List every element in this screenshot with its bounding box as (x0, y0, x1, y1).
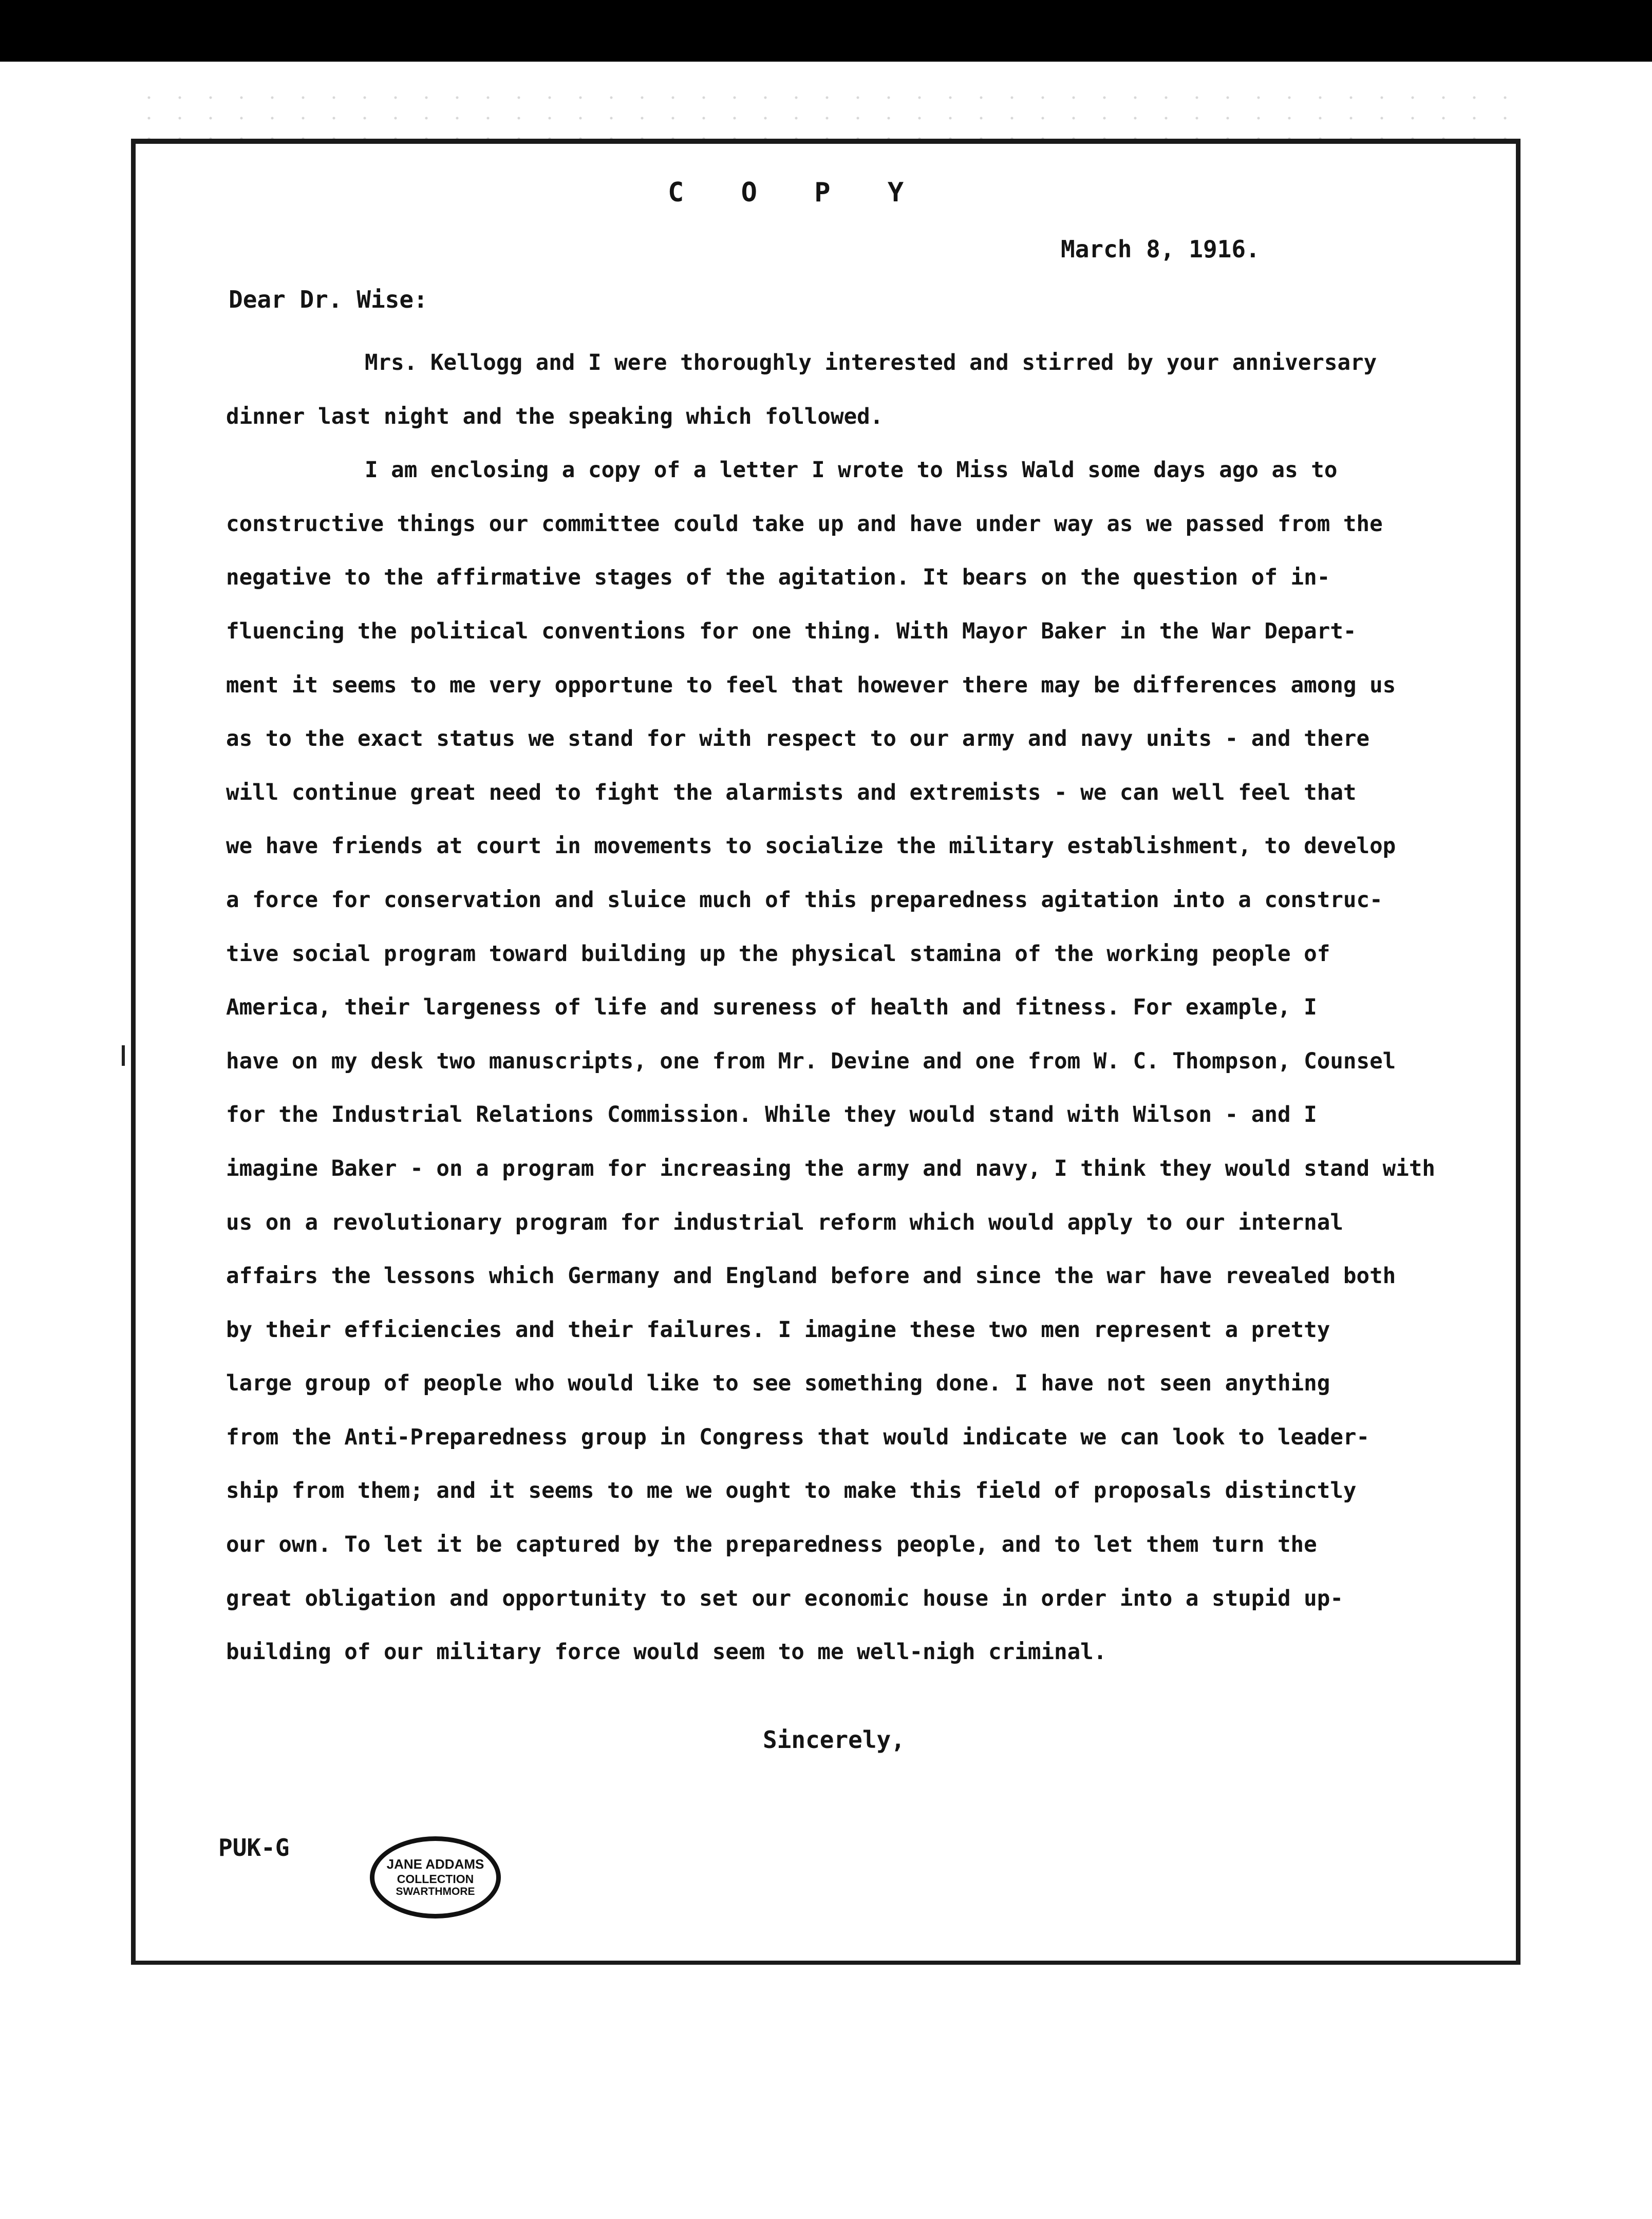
body-line: dinner last night and the speaking which followed. (226, 404, 884, 429)
body-line: as to the exact status we stand for with respect to our army and navy units - and there (226, 726, 1370, 752)
stamp-line: SWARTHMORE (396, 1886, 475, 1898)
margin-mark (122, 1045, 125, 1066)
body-line: large group of people who would like to see something done. I have not seen anything (226, 1371, 1330, 1397)
body-line: from the Anti-Preparedness group in Congress that would indicate we can look to leader- (226, 1424, 1370, 1450)
collection-stamp (370, 1836, 501, 1919)
body-line: Mrs. Kellogg and I were thoroughly interested and stirred by your anniversary (365, 350, 1377, 375)
stamp-line: JANE ADDAMS (386, 1856, 484, 1872)
body-line: fluencing the political conventions for one thing. With Mayor Baker in the War Depart- (226, 618, 1357, 644)
body-line: ment it seems to me very opportune to feel that however there may be differences among us (226, 672, 1396, 698)
body-line: imagine Baker - on a program for increasing the army and navy, I think they would stand with (226, 1156, 1436, 1181)
body-line: great obligation and opportunity to set our economic house in order into a stupid up- (226, 1586, 1343, 1611)
closing: Sincerely, (763, 1726, 905, 1754)
typist-initials: PUK-G (218, 1834, 290, 1861)
body-line: affairs the lessons which Germany and England before and since the war have revealed both (226, 1264, 1396, 1289)
body-line: constructive things our committee could take up and have under way as we passed from the (226, 511, 1383, 537)
letter-date: March 8, 1916. (1061, 235, 1260, 263)
body-line: will continue great need to fight the alarmists and extremists - we can well feel that (226, 780, 1357, 805)
body-line: us on a revolutionary program for industrial reform which would apply to our internal (226, 1210, 1343, 1235)
letter-body (226, 336, 1436, 1680)
body-line: building of our military force would seem to me well-nigh criminal. (226, 1640, 1107, 1665)
body-line: ship from them; and it seems to me we ought to make this field of proposals distinctly (226, 1478, 1357, 1504)
body-line: by their efficiencies and their failures. I imagine these two men represent a pretty (226, 1317, 1330, 1343)
body-line: America, their largeness of life and sureness of health and fitness. For example, I (226, 995, 1317, 1021)
body-line: have on my desk two manuscripts, one from Mr. Devine and one from W. C. Thompson, Counsel (226, 1048, 1396, 1074)
body-line: we have friends at court in movements to socialize the military establishment, to develop (226, 834, 1396, 859)
salutation: Dear Dr. Wise: (229, 286, 428, 313)
body-line: tive social program toward building up the physical stamina of the working people of (226, 941, 1330, 967)
scan-noise (134, 87, 1520, 139)
scan-border (0, 0, 1652, 62)
copy-heading: C O P Y (668, 177, 925, 208)
body-line: our own. To let it be captured by the preparedness people, and to let them turn the (226, 1532, 1317, 1558)
body-line: negative to the affirmative stages of the agitation. It bears on the question of in- (226, 565, 1330, 591)
stamp-line: COLLECTION (397, 1872, 474, 1886)
body-line: I am enclosing a copy of a letter I wrote to Miss Wald some days ago as to (365, 458, 1338, 483)
body-line: for the Industrial Relations Commission. While they would stand with Wilson - and I (226, 1102, 1317, 1128)
body-line: a force for conservation and sluice much of this preparedness agitation into a construc- (226, 887, 1383, 913)
